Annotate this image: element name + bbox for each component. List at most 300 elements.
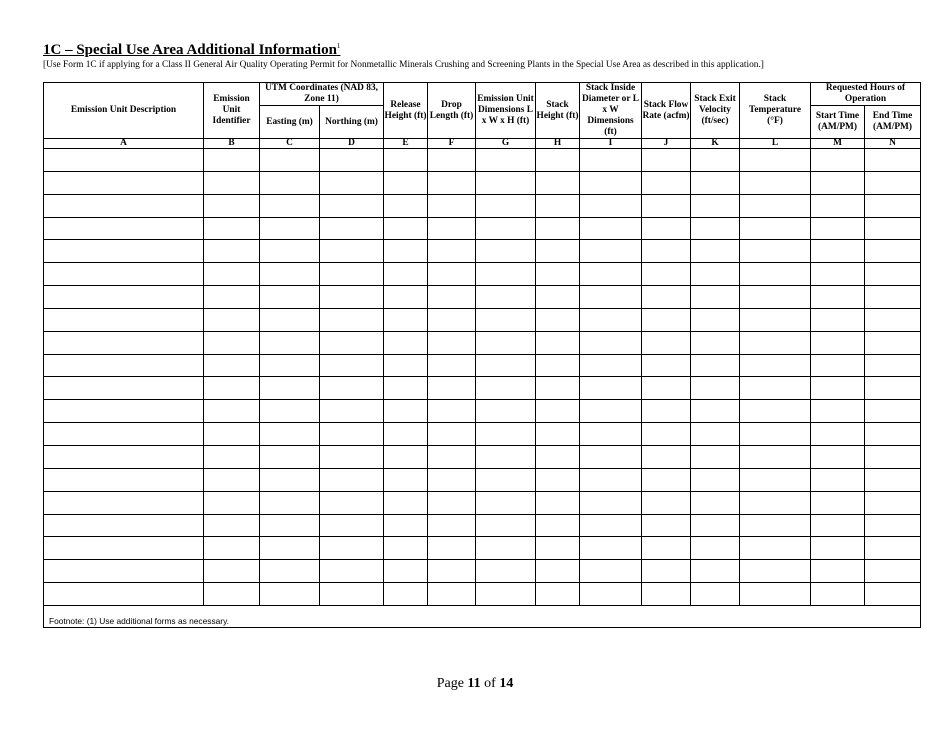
entry-cell-j[interactable] bbox=[642, 423, 691, 446]
entry-cell-e[interactable] bbox=[384, 194, 428, 217]
entry-cell-l[interactable] bbox=[740, 583, 811, 606]
entry-cell-a[interactable] bbox=[44, 400, 204, 423]
entry-cell-m[interactable] bbox=[811, 514, 865, 537]
entry-cell-n[interactable] bbox=[865, 240, 921, 263]
entry-cell-k[interactable] bbox=[691, 240, 740, 263]
entry-cell-g[interactable] bbox=[476, 354, 536, 377]
entry-cell-m[interactable] bbox=[811, 331, 865, 354]
entry-cell-j[interactable] bbox=[642, 560, 691, 583]
entry-cell-n[interactable] bbox=[865, 286, 921, 309]
entry-cell-k[interactable] bbox=[691, 308, 740, 331]
entry-cell-d[interactable] bbox=[320, 149, 384, 172]
entry-cell-h[interactable] bbox=[536, 171, 580, 194]
entry-cell-k[interactable] bbox=[691, 263, 740, 286]
entry-cell-a[interactable] bbox=[44, 217, 204, 240]
entry-cell-f[interactable] bbox=[428, 423, 476, 446]
entry-cell-g[interactable] bbox=[476, 308, 536, 331]
entry-cell-j[interactable] bbox=[642, 377, 691, 400]
entry-cell-d[interactable] bbox=[320, 331, 384, 354]
header-end-time: End Time (AM/PM) bbox=[865, 106, 921, 139]
entry-cell-g[interactable] bbox=[476, 171, 536, 194]
entry-cell-j[interactable] bbox=[642, 537, 691, 560]
entry-cell-d[interactable] bbox=[320, 423, 384, 446]
entry-cell-j[interactable] bbox=[642, 308, 691, 331]
entry-cell-h[interactable] bbox=[536, 149, 580, 172]
entry-cell-n[interactable] bbox=[865, 423, 921, 446]
entry-cell-l[interactable] bbox=[740, 240, 811, 263]
entry-cell-j[interactable] bbox=[642, 583, 691, 606]
entry-cell-d[interactable] bbox=[320, 263, 384, 286]
entry-cell-j[interactable] bbox=[642, 445, 691, 468]
footnote: Footnote: (1) Use additional forms as necessary. bbox=[44, 606, 921, 628]
entry-cell-g[interactable] bbox=[476, 491, 536, 514]
entry-cell-b[interactable] bbox=[204, 308, 260, 331]
entry-cell-g[interactable] bbox=[476, 537, 536, 560]
entry-cell-i[interactable] bbox=[580, 354, 642, 377]
entry-cell-k[interactable] bbox=[691, 377, 740, 400]
entry-cell-d[interactable] bbox=[320, 400, 384, 423]
entry-cell-c[interactable] bbox=[260, 286, 320, 309]
entry-cell-c[interactable] bbox=[260, 400, 320, 423]
entry-cell-d[interactable] bbox=[320, 583, 384, 606]
entry-cell-j[interactable] bbox=[642, 149, 691, 172]
entry-cell-b[interactable] bbox=[204, 263, 260, 286]
entry-cell-n[interactable] bbox=[865, 354, 921, 377]
entry-cell-e[interactable] bbox=[384, 286, 428, 309]
entry-cell-i[interactable] bbox=[580, 331, 642, 354]
entry-cell-a[interactable] bbox=[44, 377, 204, 400]
entry-cell-f[interactable] bbox=[428, 468, 476, 491]
entry-cell-j[interactable] bbox=[642, 354, 691, 377]
entry-cell-d[interactable] bbox=[320, 560, 384, 583]
entry-cell-d[interactable] bbox=[320, 240, 384, 263]
entry-cell-n[interactable] bbox=[865, 171, 921, 194]
entry-cell-j[interactable] bbox=[642, 491, 691, 514]
entry-cell-b[interactable] bbox=[204, 354, 260, 377]
column-letter: N bbox=[865, 139, 921, 149]
entry-cell-e[interactable] bbox=[384, 308, 428, 331]
entry-cell-k[interactable] bbox=[691, 537, 740, 560]
entry-cell-h[interactable] bbox=[536, 560, 580, 583]
entry-cell-h[interactable] bbox=[536, 583, 580, 606]
entry-cell-b[interactable] bbox=[204, 583, 260, 606]
entry-cell-g[interactable] bbox=[476, 560, 536, 583]
entry-cell-b[interactable] bbox=[204, 445, 260, 468]
entry-cell-c[interactable] bbox=[260, 537, 320, 560]
entry-cell-a[interactable] bbox=[44, 194, 204, 217]
entry-cell-k[interactable] bbox=[691, 217, 740, 240]
entry-cell-l[interactable] bbox=[740, 286, 811, 309]
entry-cell-d[interactable] bbox=[320, 217, 384, 240]
entry-cell-b[interactable] bbox=[204, 423, 260, 446]
entry-cell-h[interactable] bbox=[536, 194, 580, 217]
entry-cell-g[interactable] bbox=[476, 331, 536, 354]
entry-cell-l[interactable] bbox=[740, 217, 811, 240]
entry-cell-c[interactable] bbox=[260, 217, 320, 240]
page-of: of bbox=[484, 676, 496, 691]
page-total: 14 bbox=[499, 676, 514, 691]
entry-cell-h[interactable] bbox=[536, 263, 580, 286]
entry-cell-k[interactable] bbox=[691, 445, 740, 468]
entry-cell-k[interactable] bbox=[691, 331, 740, 354]
entry-cell-k[interactable] bbox=[691, 149, 740, 172]
entry-cell-e[interactable] bbox=[384, 583, 428, 606]
entry-cell-i[interactable] bbox=[580, 149, 642, 172]
entry-cell-c[interactable] bbox=[260, 240, 320, 263]
entry-cell-j[interactable] bbox=[642, 331, 691, 354]
entry-cell-a[interactable] bbox=[44, 423, 204, 446]
entry-cell-e[interactable] bbox=[384, 263, 428, 286]
entry-cell-b[interactable] bbox=[204, 491, 260, 514]
entry-cell-k[interactable] bbox=[691, 514, 740, 537]
entry-cell-n[interactable] bbox=[865, 217, 921, 240]
table-row bbox=[44, 514, 921, 537]
table-row bbox=[44, 286, 921, 309]
entry-cell-m[interactable] bbox=[811, 308, 865, 331]
entry-cell-k[interactable] bbox=[691, 194, 740, 217]
entry-cell-f[interactable] bbox=[428, 560, 476, 583]
entry-cell-e[interactable] bbox=[384, 537, 428, 560]
entry-cell-g[interactable] bbox=[476, 468, 536, 491]
entry-cell-n[interactable] bbox=[865, 331, 921, 354]
entry-cell-a[interactable] bbox=[44, 171, 204, 194]
entry-cell-h[interactable] bbox=[536, 423, 580, 446]
entry-cell-i[interactable] bbox=[580, 423, 642, 446]
entry-cell-h[interactable] bbox=[536, 491, 580, 514]
entry-cell-n[interactable] bbox=[865, 263, 921, 286]
entry-cell-i[interactable] bbox=[580, 194, 642, 217]
entry-cell-b[interactable] bbox=[204, 171, 260, 194]
entry-cell-b[interactable] bbox=[204, 537, 260, 560]
entry-cell-e[interactable] bbox=[384, 491, 428, 514]
entry-cell-g[interactable] bbox=[476, 240, 536, 263]
entry-cell-c[interactable] bbox=[260, 514, 320, 537]
entry-cell-i[interactable] bbox=[580, 308, 642, 331]
entry-cell-e[interactable] bbox=[384, 171, 428, 194]
entry-cell-g[interactable] bbox=[476, 149, 536, 172]
entry-cell-f[interactable] bbox=[428, 217, 476, 240]
entry-cell-c[interactable] bbox=[260, 423, 320, 446]
entry-cell-g[interactable] bbox=[476, 583, 536, 606]
entry-cell-k[interactable] bbox=[691, 400, 740, 423]
entry-cell-e[interactable] bbox=[384, 354, 428, 377]
entry-cell-h[interactable] bbox=[536, 468, 580, 491]
header-northing: Northing (m) bbox=[320, 106, 384, 139]
entry-cell-f[interactable] bbox=[428, 537, 476, 560]
entry-cell-j[interactable] bbox=[642, 171, 691, 194]
entry-cell-f[interactable] bbox=[428, 491, 476, 514]
entry-cell-i[interactable] bbox=[580, 217, 642, 240]
entry-cell-m[interactable] bbox=[811, 583, 865, 606]
entry-cell-f[interactable] bbox=[428, 354, 476, 377]
entry-cell-k[interactable] bbox=[691, 423, 740, 446]
table-row bbox=[44, 171, 921, 194]
entry-cell-b[interactable] bbox=[204, 149, 260, 172]
entry-cell-b[interactable] bbox=[204, 286, 260, 309]
entry-cell-b[interactable] bbox=[204, 240, 260, 263]
entry-cell-h[interactable] bbox=[536, 514, 580, 537]
entry-cell-m[interactable] bbox=[811, 537, 865, 560]
entry-cell-m[interactable] bbox=[811, 171, 865, 194]
entry-cell-c[interactable] bbox=[260, 491, 320, 514]
entry-cell-k[interactable] bbox=[691, 583, 740, 606]
entry-cell-j[interactable] bbox=[642, 468, 691, 491]
entry-cell-j[interactable] bbox=[642, 194, 691, 217]
entry-cell-g[interactable] bbox=[476, 217, 536, 240]
entry-cell-g[interactable] bbox=[476, 423, 536, 446]
emission-unit-table bbox=[43, 82, 921, 628]
entry-cell-d[interactable] bbox=[320, 171, 384, 194]
entry-cell-f[interactable] bbox=[428, 149, 476, 172]
entry-cell-c[interactable] bbox=[260, 583, 320, 606]
entry-cell-i[interactable] bbox=[580, 583, 642, 606]
header-emission-unit-description: Emission Unit Description bbox=[44, 83, 204, 139]
header-utm-coordinates: UTM Coordinates (NAD 83, Zone 11) bbox=[260, 83, 384, 106]
entry-cell-j[interactable] bbox=[642, 514, 691, 537]
entry-cell-l[interactable] bbox=[740, 445, 811, 468]
entry-cell-h[interactable] bbox=[536, 286, 580, 309]
entry-cell-c[interactable] bbox=[260, 263, 320, 286]
entry-cell-n[interactable] bbox=[865, 400, 921, 423]
entry-cell-h[interactable] bbox=[536, 400, 580, 423]
entry-cell-a[interactable] bbox=[44, 445, 204, 468]
entry-cell-d[interactable] bbox=[320, 286, 384, 309]
entry-cell-g[interactable] bbox=[476, 400, 536, 423]
entry-cell-f[interactable] bbox=[428, 377, 476, 400]
entry-cell-e[interactable] bbox=[384, 400, 428, 423]
entry-cell-n[interactable] bbox=[865, 377, 921, 400]
entry-cell-i[interactable] bbox=[580, 240, 642, 263]
entry-cell-e[interactable] bbox=[384, 217, 428, 240]
entry-cell-d[interactable] bbox=[320, 514, 384, 537]
entry-cell-i[interactable] bbox=[580, 537, 642, 560]
entry-cell-g[interactable] bbox=[476, 194, 536, 217]
entry-cell-m[interactable] bbox=[811, 354, 865, 377]
entry-cell-m[interactable] bbox=[811, 560, 865, 583]
entry-cell-c[interactable] bbox=[260, 149, 320, 172]
entry-cell-i[interactable] bbox=[580, 377, 642, 400]
entry-cell-h[interactable] bbox=[536, 537, 580, 560]
entry-cell-i[interactable] bbox=[580, 263, 642, 286]
entry-cell-h[interactable] bbox=[536, 331, 580, 354]
entry-cell-n[interactable] bbox=[865, 308, 921, 331]
entry-cell-j[interactable] bbox=[642, 240, 691, 263]
table-row bbox=[44, 468, 921, 491]
entry-cell-d[interactable] bbox=[320, 194, 384, 217]
entry-cell-n[interactable] bbox=[865, 149, 921, 172]
header-start-time: Start Time (AM/PM) bbox=[811, 106, 865, 139]
entry-cell-m[interactable] bbox=[811, 445, 865, 468]
entry-cell-l[interactable] bbox=[740, 308, 811, 331]
entry-cell-j[interactable] bbox=[642, 217, 691, 240]
entry-cell-c[interactable] bbox=[260, 445, 320, 468]
entry-cell-d[interactable] bbox=[320, 308, 384, 331]
entry-cell-n[interactable] bbox=[865, 445, 921, 468]
entry-cell-l[interactable] bbox=[740, 331, 811, 354]
entry-cell-n[interactable] bbox=[865, 560, 921, 583]
entry-cell-k[interactable] bbox=[691, 171, 740, 194]
entry-cell-j[interactable] bbox=[642, 286, 691, 309]
entry-cell-l[interactable] bbox=[740, 377, 811, 400]
entry-cell-b[interactable] bbox=[204, 331, 260, 354]
entry-cell-i[interactable] bbox=[580, 286, 642, 309]
entry-cell-n[interactable] bbox=[865, 491, 921, 514]
entry-cell-l[interactable] bbox=[740, 514, 811, 537]
entry-cell-b[interactable] bbox=[204, 194, 260, 217]
entry-cell-e[interactable] bbox=[384, 445, 428, 468]
entry-cell-m[interactable] bbox=[811, 240, 865, 263]
entry-cell-h[interactable] bbox=[536, 308, 580, 331]
entry-cell-h[interactable] bbox=[536, 354, 580, 377]
entry-cell-e[interactable] bbox=[384, 468, 428, 491]
entry-cell-l[interactable] bbox=[740, 537, 811, 560]
entry-cell-g[interactable] bbox=[476, 445, 536, 468]
entry-cell-b[interactable] bbox=[204, 217, 260, 240]
entry-cell-a[interactable] bbox=[44, 286, 204, 309]
column-letter: C bbox=[260, 139, 320, 149]
entry-cell-i[interactable] bbox=[580, 171, 642, 194]
entry-cell-a[interactable] bbox=[44, 149, 204, 172]
entry-cell-l[interactable] bbox=[740, 171, 811, 194]
entry-cell-n[interactable] bbox=[865, 583, 921, 606]
entry-cell-a[interactable] bbox=[44, 514, 204, 537]
entry-cell-m[interactable] bbox=[811, 400, 865, 423]
entry-cell-i[interactable] bbox=[580, 400, 642, 423]
entry-cell-n[interactable] bbox=[865, 468, 921, 491]
entry-cell-a[interactable] bbox=[44, 354, 204, 377]
entry-cell-l[interactable] bbox=[740, 423, 811, 446]
header-stack-exit-velocity: Stack Exit Velocity (ft/sec) bbox=[691, 83, 740, 139]
entry-cell-a[interactable] bbox=[44, 537, 204, 560]
entry-cell-c[interactable] bbox=[260, 560, 320, 583]
entry-cell-k[interactable] bbox=[691, 560, 740, 583]
entry-cell-f[interactable] bbox=[428, 263, 476, 286]
entry-cell-h[interactable] bbox=[536, 445, 580, 468]
entry-cell-d[interactable] bbox=[320, 537, 384, 560]
entry-cell-f[interactable] bbox=[428, 240, 476, 263]
entry-cell-g[interactable] bbox=[476, 263, 536, 286]
entry-cell-d[interactable] bbox=[320, 468, 384, 491]
entry-cell-e[interactable] bbox=[384, 331, 428, 354]
entry-cell-b[interactable] bbox=[204, 400, 260, 423]
entry-cell-c[interactable] bbox=[260, 468, 320, 491]
entry-cell-i[interactable] bbox=[580, 491, 642, 514]
entry-cell-f[interactable] bbox=[428, 308, 476, 331]
entry-cell-j[interactable] bbox=[642, 400, 691, 423]
entry-cell-e[interactable] bbox=[384, 423, 428, 446]
entry-cell-a[interactable] bbox=[44, 583, 204, 606]
entry-cell-a[interactable] bbox=[44, 491, 204, 514]
entry-cell-k[interactable] bbox=[691, 468, 740, 491]
entry-cell-g[interactable] bbox=[476, 514, 536, 537]
entry-cell-f[interactable] bbox=[428, 331, 476, 354]
entry-cell-e[interactable] bbox=[384, 149, 428, 172]
entry-cell-d[interactable] bbox=[320, 491, 384, 514]
form-instructions: [Use Form 1C if applying for a Class II General Air Quality Operating Permit for Nonmetallic Minerals Crushing and Screening Plants in the Special Use Area as described in this application.] bbox=[43, 60, 764, 70]
entry-cell-e[interactable] bbox=[384, 560, 428, 583]
entry-cell-n[interactable] bbox=[865, 514, 921, 537]
entry-cell-m[interactable] bbox=[811, 423, 865, 446]
entry-cell-l[interactable] bbox=[740, 194, 811, 217]
table-row bbox=[44, 240, 921, 263]
entry-cell-a[interactable] bbox=[44, 560, 204, 583]
table-row bbox=[44, 331, 921, 354]
entry-cell-m[interactable] bbox=[811, 194, 865, 217]
entry-cell-f[interactable] bbox=[428, 171, 476, 194]
entry-cell-a[interactable] bbox=[44, 263, 204, 286]
entry-cell-m[interactable] bbox=[811, 149, 865, 172]
entry-cell-l[interactable] bbox=[740, 263, 811, 286]
entry-cell-l[interactable] bbox=[740, 400, 811, 423]
entry-cell-a[interactable] bbox=[44, 331, 204, 354]
entry-cell-c[interactable] bbox=[260, 171, 320, 194]
entry-cell-i[interactable] bbox=[580, 514, 642, 537]
entry-cell-b[interactable] bbox=[204, 377, 260, 400]
entry-cell-h[interactable] bbox=[536, 240, 580, 263]
page-label: Page bbox=[436, 676, 464, 691]
entry-cell-h[interactable] bbox=[536, 377, 580, 400]
entry-cell-m[interactable] bbox=[811, 377, 865, 400]
entry-cell-c[interactable] bbox=[260, 308, 320, 331]
entry-cell-i[interactable] bbox=[580, 560, 642, 583]
entry-cell-j[interactable] bbox=[642, 263, 691, 286]
entry-cell-m[interactable] bbox=[811, 286, 865, 309]
entry-cell-l[interactable] bbox=[740, 354, 811, 377]
entry-cell-f[interactable] bbox=[428, 400, 476, 423]
entry-cell-l[interactable] bbox=[740, 560, 811, 583]
entry-cell-i[interactable] bbox=[580, 445, 642, 468]
entry-cell-k[interactable] bbox=[691, 491, 740, 514]
entry-cell-e[interactable] bbox=[384, 240, 428, 263]
entry-cell-n[interactable] bbox=[865, 194, 921, 217]
entry-cell-l[interactable] bbox=[740, 468, 811, 491]
entry-cell-d[interactable] bbox=[320, 377, 384, 400]
entry-cell-b[interactable] bbox=[204, 514, 260, 537]
entry-cell-f[interactable] bbox=[428, 514, 476, 537]
entry-cell-k[interactable] bbox=[691, 354, 740, 377]
entry-cell-n[interactable] bbox=[865, 537, 921, 560]
entry-cell-i[interactable] bbox=[580, 468, 642, 491]
entry-cell-m[interactable] bbox=[811, 468, 865, 491]
entry-cell-l[interactable] bbox=[740, 491, 811, 514]
entry-cell-e[interactable] bbox=[384, 514, 428, 537]
entry-cell-c[interactable] bbox=[260, 331, 320, 354]
entry-cell-a[interactable] bbox=[44, 240, 204, 263]
entry-cell-b[interactable] bbox=[204, 560, 260, 583]
entry-cell-a[interactable] bbox=[44, 468, 204, 491]
entry-cell-f[interactable] bbox=[428, 583, 476, 606]
entry-cell-d[interactable] bbox=[320, 354, 384, 377]
entry-cell-g[interactable] bbox=[476, 286, 536, 309]
entry-cell-l[interactable] bbox=[740, 149, 811, 172]
entry-cell-h[interactable] bbox=[536, 217, 580, 240]
entry-cell-c[interactable] bbox=[260, 354, 320, 377]
entry-cell-f[interactable] bbox=[428, 445, 476, 468]
entry-cell-f[interactable] bbox=[428, 194, 476, 217]
entry-cell-e[interactable] bbox=[384, 377, 428, 400]
entry-cell-a[interactable] bbox=[44, 308, 204, 331]
entry-cell-m[interactable] bbox=[811, 491, 865, 514]
entry-cell-m[interactable] bbox=[811, 217, 865, 240]
entry-cell-b[interactable] bbox=[204, 468, 260, 491]
entry-cell-g[interactable] bbox=[476, 377, 536, 400]
entry-cell-c[interactable] bbox=[260, 194, 320, 217]
entry-cell-d[interactable] bbox=[320, 445, 384, 468]
entry-cell-c[interactable] bbox=[260, 377, 320, 400]
entry-cell-f[interactable] bbox=[428, 286, 476, 309]
entry-cell-k[interactable] bbox=[691, 286, 740, 309]
entry-cell-m[interactable] bbox=[811, 263, 865, 286]
